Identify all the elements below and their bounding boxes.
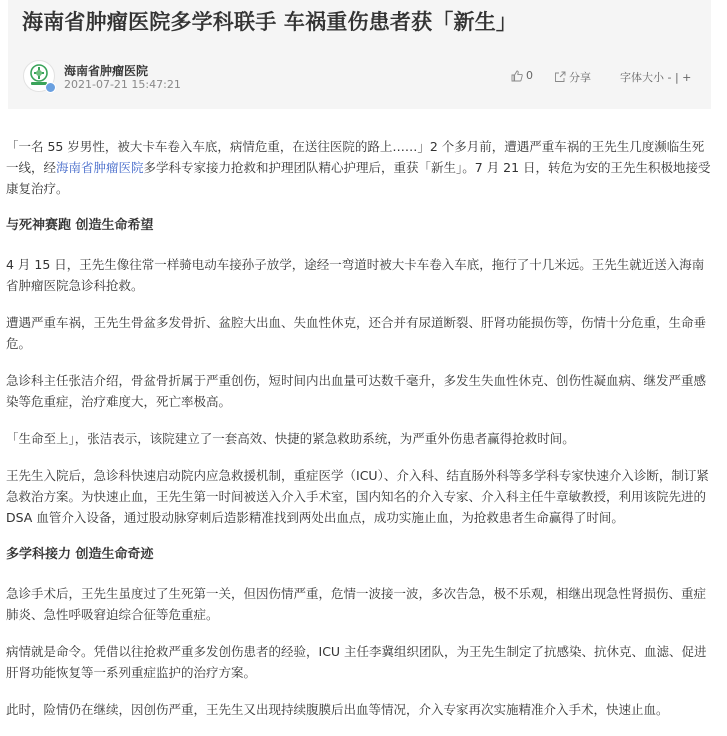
intro-text-after-link: 多学科专家接力抢救和护理团队精心护理后，重获「新生」。7 月 21 日，转危为安的王先生积极地接受康复治疗。 bbox=[6, 160, 711, 196]
paragraph-6: 急诊手术后，王先生虽度过了生死第一关，但因伤情严重，危情一波接一波，多次告急，极不乐观，相继出现急性肾损伤、重症肺炎、急性呼吸窘迫综合征等危重症。 bbox=[6, 586, 707, 622]
article-title: 海南省肿瘤医院多学科联手 车祸重伤患者获「新生」 bbox=[22, 10, 518, 34]
font-size-control[interactable] bbox=[620, 69, 691, 85]
font-size-label: 字体大小 - | + bbox=[620, 71, 692, 84]
share-icon bbox=[554, 71, 566, 83]
paragraph-2: 遭遇严重车祸，王先生骨盆多发骨折、盆腔大出血、失血性休克，还合并有尿道断裂、肝肾功能损伤等，伤情十分危重，生命垂危。 bbox=[6, 315, 707, 351]
thumbs-up-icon bbox=[511, 70, 523, 82]
intro-text-before-link: 「一名 55 岁男性，被大卡车卷入车底，病情危重，在送往医院的路上……」2 个多月前，遭遇严重车祸的王先生几度濒临生死一线，经 bbox=[6, 139, 705, 175]
share-button[interactable] bbox=[554, 69, 591, 85]
hospital-link[interactable]: 海南省肿瘤医院 bbox=[56, 160, 144, 175]
like-count: 0 bbox=[526, 69, 533, 82]
publish-datetime: 2021-07-21 15:47:21 bbox=[64, 78, 181, 91]
paragraph-1: 4 月 15 日，王先生像往常一样骑电动车接孙子放学，途经一弯道时被大卡车卷入车底，拖行了十几米远。王先生就近送入海南省肿瘤医院急诊科抢救。 bbox=[6, 257, 705, 293]
paragraph-7: 病情就是命令。凭借以往抢救严重多发创伤患者的经验，ICU 主任李冀组织团队，为王先生制定了抗感染、抗休克、血滤、促进肝肾功能恢复等一系列重症监护的治疗方案。 bbox=[6, 644, 707, 680]
article-body bbox=[6, 136, 713, 736]
article-header bbox=[8, 0, 711, 109]
author-name[interactable]: 海南省肿瘤医院 bbox=[64, 64, 149, 78]
share-label: 分享 bbox=[569, 71, 591, 84]
paragraph-8: 此时，险情仍在继续，因创伤严重，王先生又出现持续腹膜后出血等情况，介入专家再次实施精准介入手术，快速止血。 bbox=[6, 702, 669, 717]
intro-paragraph bbox=[6, 136, 713, 199]
paragraph-3: 急诊科主任张洁介绍，骨盆骨折属于严重创伤，短时间内出血量可达数千毫升，多发生失血性休克、创伤性凝血病、继发严重感染等危重症，治疗难度大，死亡率极高。 bbox=[6, 373, 707, 409]
verified-badge-icon bbox=[45, 82, 56, 93]
paragraph-4: 「生命至上」，张洁表示，该院建立了一套高效、快捷的紧急救助系统，为严重外伤患者赢得抢救时间。 bbox=[6, 431, 575, 446]
section-heading-2: 多学科接力 创造生命奇迹 bbox=[6, 547, 154, 562]
paragraph-5: 王先生入院后，急诊科快速启动院内应急救援机制，重症医学（ICU）、介入科、结直肠外科等多学科专家快速介入诊断，制订紧急救治方案。为快速止血，王先生第一时间被送入介入手术室，国内知名的介入专家、介入科主任牛章敏教授，利用该院先进的 DSA 血管介入设备，通过股动脉穿刺后造影精准找到两处出血点，成功实施止血，为抢救患者生命赢得了时间。 bbox=[6, 468, 709, 525]
section-heading-1: 与死神赛跑 创造生命希望 bbox=[6, 218, 154, 233]
like-button[interactable] bbox=[511, 69, 533, 82]
